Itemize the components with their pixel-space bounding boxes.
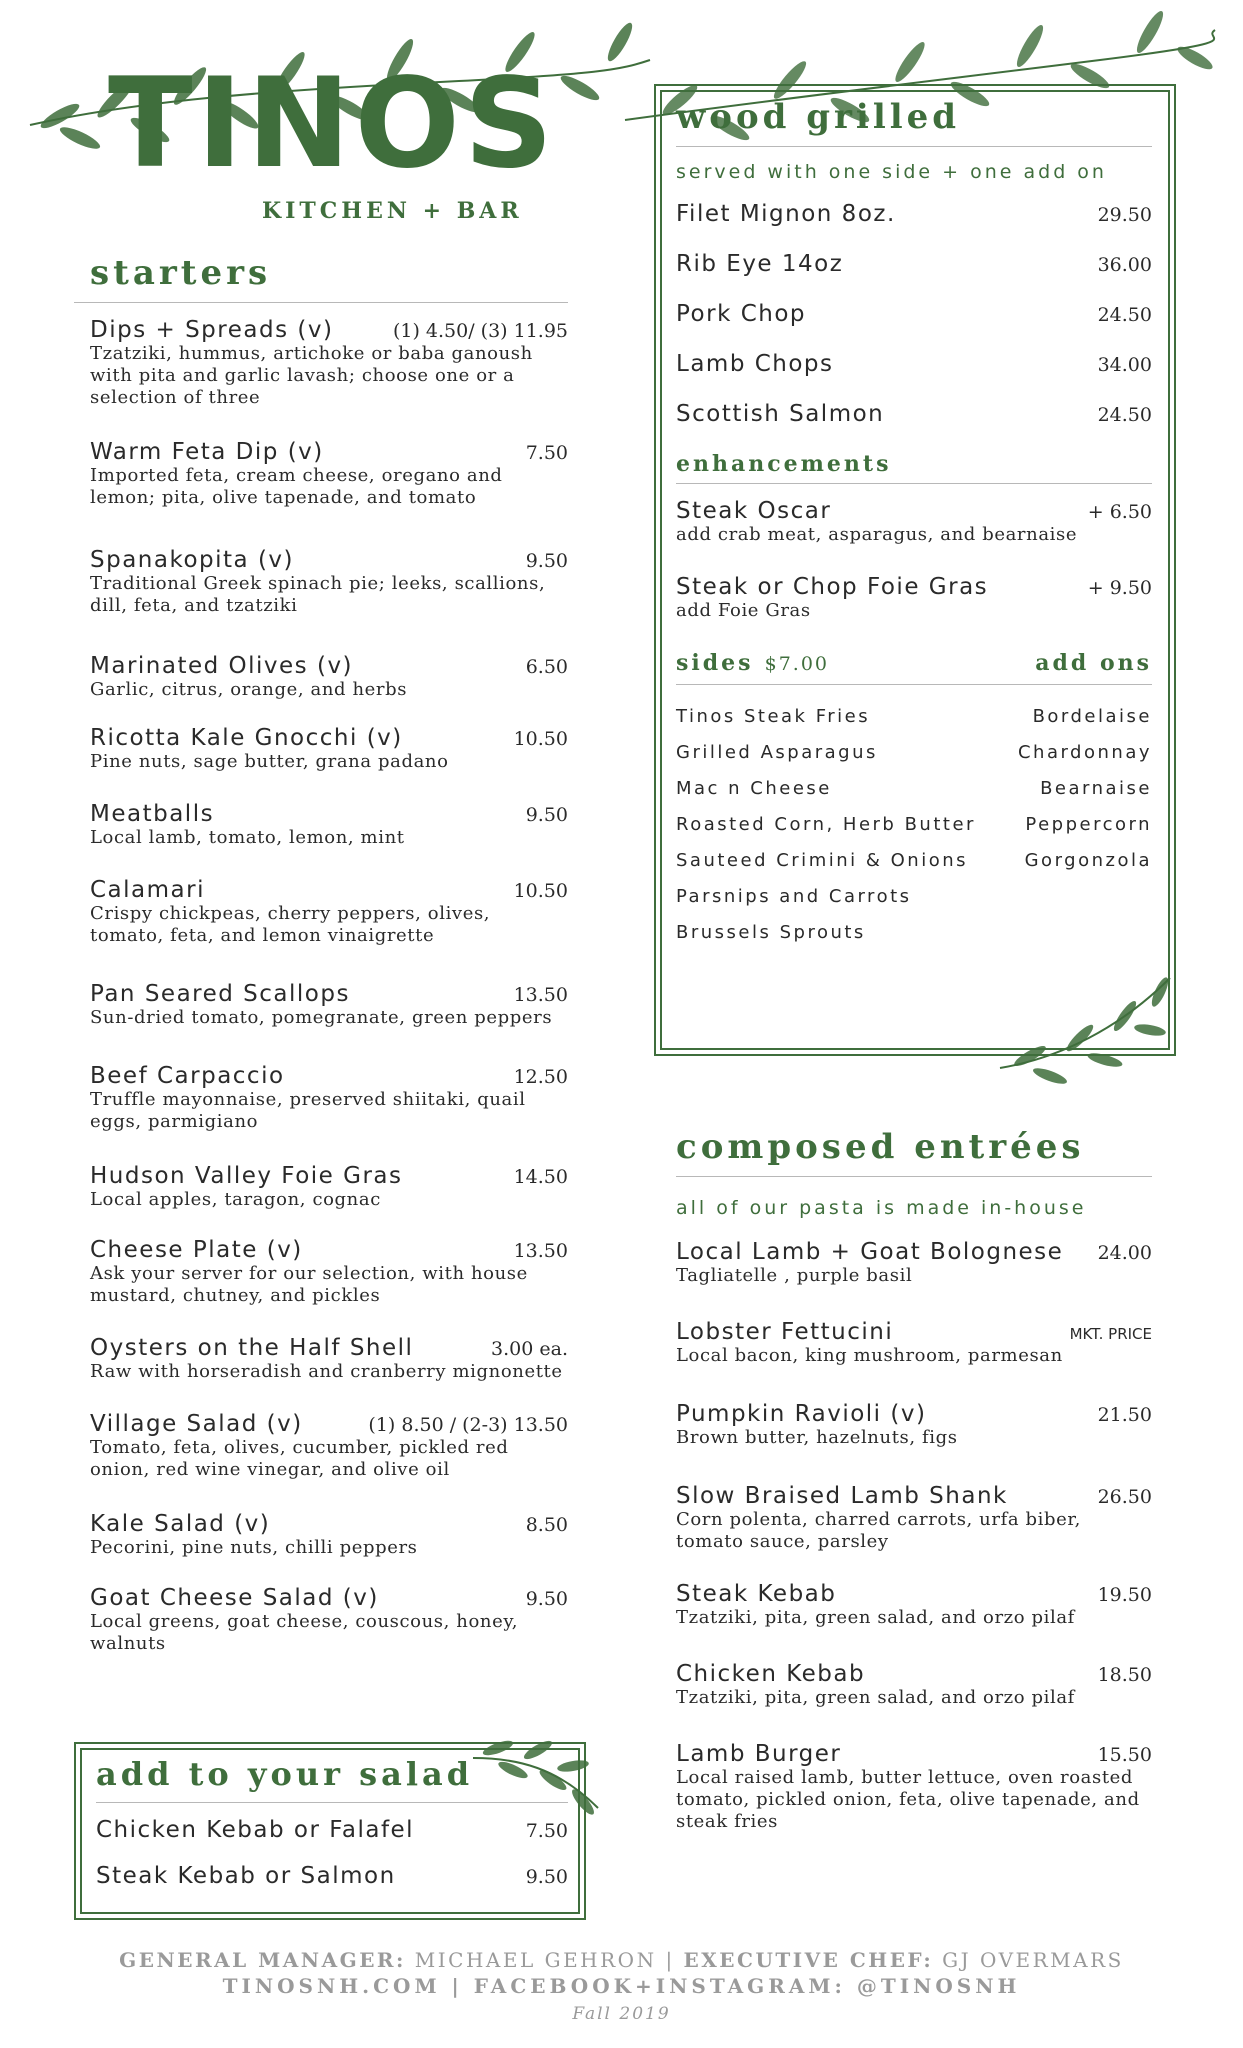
menu-item	[676, 301, 1152, 327]
side-item: Sauteed Crimini & Onions	[676, 850, 968, 871]
item-price: 15.50	[1097, 1744, 1152, 1766]
item-header	[90, 547, 568, 573]
item-name: Lamb Chops	[676, 351, 834, 377]
item-name: Beef Carpaccio	[90, 1063, 285, 1089]
menu-item	[90, 1585, 568, 1655]
item-header	[90, 1585, 568, 1611]
item-price: 26.50	[1097, 1486, 1152, 1508]
item-header	[90, 877, 568, 903]
menu-item	[96, 1817, 568, 1843]
item-price: 6.50	[525, 656, 568, 678]
composed-list	[676, 1239, 1152, 1833]
item-name: Cheese Plate (v)	[90, 1237, 303, 1263]
addon-item: Bearnaise	[1040, 778, 1152, 799]
divider	[96, 1802, 568, 1803]
item-header	[90, 1063, 568, 1089]
side-item: Tinos Steak Fries	[676, 706, 871, 727]
item-description: Pecorini, pine nuts, chilli peppers	[90, 1537, 418, 1558]
side-item: Roasted Corn, Herb Butter	[676, 814, 976, 835]
item-header	[676, 1741, 1152, 1767]
menu-item	[676, 574, 1152, 622]
item-price: 9.50	[525, 1588, 568, 1610]
menu-item	[676, 1483, 1152, 1553]
menu-item	[90, 653, 568, 701]
menu-item	[676, 401, 1152, 427]
item-name: Scottish Salmon	[676, 401, 885, 427]
chef-label: EXECUTIVE CHEF:	[683, 1948, 934, 1972]
enhancements-list	[676, 498, 1152, 622]
item-description: Ask your server for our selection, with house mustard, chutney, and pickles	[90, 1263, 528, 1306]
section-title: wood grilled	[676, 97, 961, 137]
item-description: Crispy chickpeas, cherry peppers, olives, tomato, feta, and lemon vinaigrette	[90, 903, 491, 946]
item-description: Tzatziki, pita, green salad, and orzo pilaf	[676, 1687, 1075, 1708]
menu-item	[676, 251, 1152, 277]
divider	[74, 302, 568, 303]
item-name: Kale Salad (v)	[90, 1511, 271, 1537]
item-name: Lamb Burger	[676, 1741, 842, 1767]
section-title: composed entrées	[676, 1127, 1085, 1167]
item-description: Local greens, goat cheese, couscous, honey, walnuts	[90, 1611, 519, 1654]
menu-item	[90, 1063, 568, 1133]
item-description: Local lamb, tomato, lemon, mint	[90, 827, 405, 848]
item-name: Village Salad (v)	[90, 1411, 303, 1437]
wood-grilled-list	[676, 201, 1152, 427]
item-name: Chicken Kebab	[676, 1661, 866, 1687]
item-price: 21.50	[1097, 1404, 1152, 1426]
item-description: Tzatziki, hummus, artichoke or baba ganoush with pita and garlic lavash; choose one or a selection of three	[90, 343, 533, 408]
sides-title: sides	[676, 650, 754, 676]
addon-item: Bordelaise	[1032, 706, 1152, 727]
item-description: Pine nuts, sage butter, grana padano	[90, 751, 449, 772]
item-description: Tomato, feta, olives, cucumber, pickled red onion, red wine vinegar, and olive oil	[90, 1437, 509, 1480]
menu-item	[676, 1581, 1152, 1629]
side-item: Parsnips and Carrots	[676, 886, 912, 907]
wood-grilled-section	[676, 97, 1152, 951]
season-label: Fall 2019	[572, 2004, 671, 2024]
item-header	[676, 1401, 1152, 1427]
section-subtitle: all of our pasta is made in-house	[676, 1197, 1087, 1219]
menu-item	[90, 801, 568, 849]
item-header	[90, 1511, 568, 1537]
menu-item	[90, 1163, 568, 1211]
item-price: + 6.50	[1087, 501, 1152, 523]
item-name: Steak or Chop Foie Gras	[676, 574, 989, 600]
addon-item: Peppercorn	[1025, 814, 1152, 835]
item-description: Brown butter, hazelnuts, figs	[676, 1427, 958, 1448]
item-header	[676, 574, 1152, 600]
menu-item	[676, 1239, 1152, 1287]
starters-section	[90, 253, 568, 1655]
menu-item	[90, 1411, 568, 1481]
item-header	[90, 1237, 568, 1263]
item-name: Pan Seared Scallops	[90, 981, 350, 1007]
item-price: 10.50	[513, 880, 568, 902]
item-name: Pork Chop	[676, 301, 807, 327]
gm-label: GENERAL MANAGER:	[119, 1948, 406, 1972]
item-header	[90, 1411, 568, 1437]
item-name: Ricotta Kale Gnocchi (v)	[90, 725, 403, 751]
item-header	[90, 317, 568, 343]
divider	[676, 146, 1152, 147]
addon-item: Chardonnay	[1017, 742, 1152, 763]
item-price: 7.50	[525, 442, 568, 464]
starters-list	[90, 317, 568, 1655]
menu-item	[676, 1319, 1152, 1367]
item-description: Tzatziki, pita, green salad, and orzo pilaf	[676, 1607, 1075, 1628]
item-name: Local Lamb + Goat Bolognese	[676, 1239, 1064, 1265]
social-links[interactable]: TINOSNH.COM | FACEBOOK+INSTAGRAM: @TINOSNH	[222, 1974, 1021, 1998]
section-title: add to your salad	[96, 1755, 474, 1793]
item-header	[90, 801, 568, 827]
sides-list	[676, 699, 976, 951]
item-price: 9.50	[525, 1866, 568, 1888]
item-name: Pumpkin Ravioli (v)	[676, 1401, 927, 1427]
item-price: 18.50	[1097, 1664, 1152, 1686]
item-name: Marinated Olives (v)	[90, 653, 354, 679]
item-header	[90, 1335, 568, 1361]
menu-item	[90, 1511, 568, 1559]
divider	[676, 1176, 1152, 1177]
item-name: Oysters on the Half Shell	[90, 1335, 414, 1361]
menu-item	[676, 1661, 1152, 1709]
menu-item	[96, 1863, 568, 1889]
item-price: 24.50	[1097, 304, 1152, 326]
item-price: MKT. PRICE	[1069, 1325, 1152, 1343]
item-header	[676, 1483, 1152, 1509]
item-header	[90, 725, 568, 751]
salad-addon-section	[96, 1755, 568, 1909]
divider	[676, 483, 1152, 484]
menu-item	[90, 547, 568, 617]
side-item: Mac n Cheese	[676, 778, 832, 799]
item-price: 19.50	[1097, 1584, 1152, 1606]
item-description: add Foie Gras	[676, 600, 811, 621]
item-price: 14.50	[513, 1166, 568, 1188]
addon-item: Gorgonzola	[1024, 850, 1152, 871]
item-price: 34.00	[1097, 354, 1152, 376]
item-name: Chicken Kebab or Falafel	[96, 1817, 415, 1843]
item-header	[676, 1661, 1152, 1687]
item-price: 29.50	[1097, 204, 1152, 226]
salad-list	[96, 1817, 568, 1889]
item-name: Lobster Fettucini	[676, 1319, 894, 1345]
item-name: Calamari	[90, 877, 205, 903]
item-description: Tagliatelle , purple basil	[676, 1265, 913, 1286]
divider	[676, 684, 1152, 685]
item-description: Local bacon, king mushroom, parmesan	[676, 1345, 1063, 1366]
item-price: 36.00	[1097, 254, 1152, 276]
item-header	[676, 1239, 1152, 1265]
menu-item	[676, 1401, 1152, 1449]
item-name: Warm Feta Dip (v)	[90, 439, 324, 465]
section-title: starters	[90, 253, 272, 293]
item-description: Truffle mayonnaise, preserved shiitaki, quail eggs, parmigiano	[90, 1089, 526, 1132]
staff-credits	[0, 1948, 1243, 1972]
addons-list	[1018, 699, 1152, 951]
restaurant-logo: TINOS	[108, 52, 558, 196]
enhancements-title: enhancements	[676, 451, 892, 477]
item-description: Local apples, taragon, cognac	[90, 1189, 381, 1210]
item-name: Filet Mignon 8oz.	[676, 201, 896, 227]
item-price: 10.50	[513, 728, 568, 750]
item-name: Slow Braised Lamb Shank	[676, 1483, 1008, 1509]
item-header	[676, 498, 1152, 524]
menu-item	[90, 1237, 568, 1307]
item-price: 13.50	[513, 1240, 568, 1262]
item-header	[676, 1581, 1152, 1607]
gm-name: MICHAEL GEHRON	[414, 1948, 657, 1972]
menu-item	[676, 201, 1152, 227]
item-name: Spanakopita (v)	[90, 547, 295, 573]
item-price: (1) 8.50 / (2-3) 13.50	[368, 1414, 568, 1436]
item-name: Goat Cheese Salad (v)	[90, 1585, 379, 1611]
item-price: 12.50	[513, 1066, 568, 1088]
item-price: 13.50	[513, 984, 568, 1006]
item-name: Rib Eye 14oz	[676, 251, 844, 277]
item-price: 9.50	[525, 550, 568, 572]
item-name: Steak Kebab or Salmon	[96, 1863, 396, 1889]
section-subtitle: served with one side + one add on	[676, 161, 1107, 183]
item-name: Steak Kebab	[676, 1581, 837, 1607]
item-price: 7.50	[525, 1820, 568, 1842]
item-description: Traditional Greek spinach pie; leeks, scallions, dill, feta, and tzatziki	[90, 573, 546, 616]
item-header	[676, 1319, 1152, 1345]
separator: |	[665, 1948, 675, 1972]
item-name: Hudson Valley Foie Gras	[90, 1163, 403, 1189]
side-item: Brussels Sprouts	[676, 922, 866, 943]
menu-item	[676, 498, 1152, 546]
item-name: Steak Oscar	[676, 498, 832, 524]
item-price: 24.50	[1097, 404, 1152, 426]
menu-item	[676, 351, 1152, 377]
chef-name: GJ OVERMARS	[942, 1948, 1124, 1972]
item-header	[90, 981, 568, 1007]
side-item: Grilled Asparagus	[676, 742, 878, 763]
item-name: Dips + Spreads (v)	[90, 317, 334, 343]
item-name: Meatballs	[90, 801, 215, 827]
menu-item	[676, 1741, 1152, 1833]
item-price: 3.00 ea.	[491, 1338, 568, 1360]
item-price: 24.00	[1097, 1242, 1152, 1264]
item-description: Raw with horseradish and cranberry mignonette	[90, 1361, 563, 1382]
composed-entrees-section	[676, 1127, 1152, 1833]
menu-item	[90, 439, 568, 509]
item-description: Imported feta, cream cheese, oregano and lemon; pita, olive tapenade, and tomato	[90, 465, 503, 508]
item-price: + 9.50	[1087, 577, 1152, 599]
menu-item	[90, 1335, 568, 1383]
item-price: (1) 4.50/ (3) 11.95	[392, 320, 568, 342]
item-price: 9.50	[525, 804, 568, 826]
logo-subtitle: KITCHEN + BAR	[262, 198, 523, 224]
menu-item	[90, 725, 568, 773]
item-header	[90, 653, 568, 679]
addons-title: add ons	[1035, 650, 1152, 676]
item-description: Corn polenta, charred carrots, urfa biber, tomato sauce, parsley	[676, 1509, 1081, 1552]
menu-item	[90, 317, 568, 409]
item-description: Garlic, citrus, orange, and herbs	[90, 679, 408, 700]
menu-item	[90, 877, 568, 947]
sides-price: $7.00	[764, 653, 830, 675]
menu-item	[90, 981, 568, 1029]
item-description: add crab meat, asparagus, and bearnaise	[676, 524, 1078, 545]
item-description: Local raised lamb, butter lettuce, oven roasted tomato, pickled onion, feta, olive tapenade, and steak fries	[676, 1767, 1140, 1832]
item-header	[90, 1163, 568, 1189]
item-price: 8.50	[525, 1514, 568, 1536]
item-description: Sun-dried tomato, pomegranate, green peppers	[90, 1007, 553, 1028]
item-header	[90, 439, 568, 465]
